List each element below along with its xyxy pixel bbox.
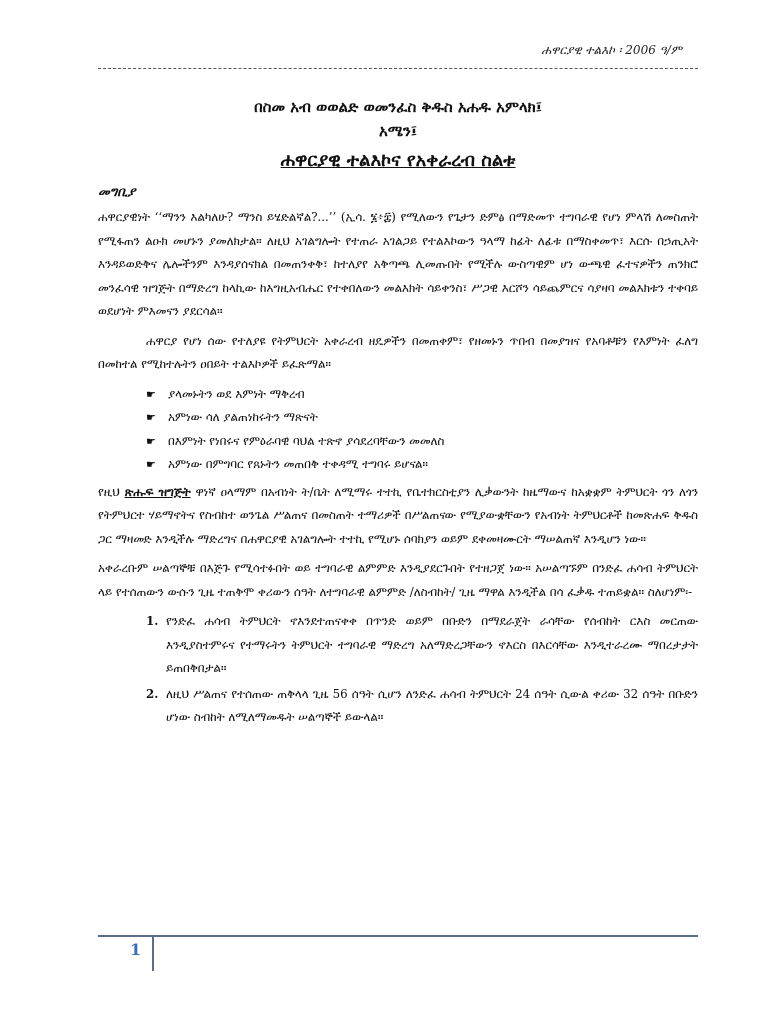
pointing-hand-icon: ☛ bbox=[146, 411, 156, 424]
running-header: ሐዋርያዊ ተልእኮ ፡ 2006 ዓ/ም bbox=[541, 43, 682, 57]
list-item bbox=[146, 430, 698, 454]
pointing-hand-icon: ☛ bbox=[146, 387, 156, 401]
item-number: 2. bbox=[146, 686, 159, 701]
item-number: 1. bbox=[146, 614, 159, 628]
paragraph-3-emphasis: ጽሑፍ ዝግጅት bbox=[124, 484, 191, 499]
list-item bbox=[146, 383, 698, 407]
list-item bbox=[146, 453, 698, 477]
intro-heading: መግቢያ bbox=[98, 185, 136, 200]
numbered-list bbox=[98, 610, 698, 730]
list-item-text: ያላመኑትን ወደ እምነት ማቅረብ bbox=[168, 386, 305, 401]
document-body bbox=[98, 96, 698, 732]
paragraph-3-prefix: የዚህ bbox=[98, 484, 120, 499]
numbered-item bbox=[146, 683, 698, 730]
item-text: የንድፈ ሐሳብ ትምህርት ኖእንደተጠናቀቀ በጥንድ ወይም በቡድን በማደራጀት ራሳቸው የሰብከት ርእስ መርጠው እንዲያስተምሩና የተማሩትን ትምህርት ተግባራዊ ማድረግ አለማድረጋቸውን ኖእርስ በእርሳቸው እንዲተራረሙ ማበረታታት ይጠበቅበታል። bbox=[166, 614, 698, 675]
list-item-text: በእምነት የነበሩና የምዕራባዊ ባህል ተጽኖ ያሳደረባቸውን መመለስ bbox=[168, 433, 445, 448]
paragraph-1: ሐዋርያዊነት ‘‘ማንን እልካለሁ? ማንስ ይሄድልኛል?...’’ (ኢሳ. ፮፥፰) የሚለውን የጌታን ድምፅ በማድመጥ ተግባራዊ የሆነ ምላሽ ለመስጠት የሚፋጠን ልዑክ መሆኑን ያመለክታል። ለዚህ አገልግሎት የተጠራ አገልጋይ የተልእኮውን ዓላማ ከፊት ለፊቱ በማስቀመጥ፣ እርሱ በኃጢአት እንዳይወድቅና ሌሎችንም እንዳያሰናክል በመጠንቀቅ፣ ከተለያየ አቅጣጫ ሊመጡበት የሚችሉ ውስጣዊም ሆነ ውጫዊ ፈተናዎችን ጠንክሮ መንፈሳዊ ዝግጅት በማድረግ ከላኪው ከእግዚአብሔር የተቀበለውን መልእክት ሳይቀንስ፣ ሥጋዊ እርሾን ሳይጨምርና ሳያዛባ መልእክቱን ተቀባይ ወደሆነት ምእመናን ያደርሳል። bbox=[98, 210, 698, 318]
paragraph-2: ሐዋርያ የሆነ ሰው የተለያዩ የትምህርት አቀራረብ ዘዴዎችን በመጠቀም፣ የዘመኑን ጥበብ በመያዝና የአባቶቹን የእምነት ፈለግ በመከተል የሚከተሉትን ዐበይት ተልእኮዎች ይፈጽማል። bbox=[98, 333, 698, 371]
list-item bbox=[146, 406, 698, 430]
header-divider bbox=[98, 68, 698, 69]
list-item-text: አምነው በምግባር የጸኑትን መጠበቅ ተቀዳሚ ተግባሩ ይሆናል። bbox=[168, 457, 428, 471]
page-number: 1 bbox=[130, 940, 142, 959]
mission-list bbox=[98, 383, 698, 477]
document-title: ሐዋርያዊ ተልእኮና የአቀራረብ ስልቱ bbox=[280, 150, 516, 171]
numbered-item bbox=[146, 610, 698, 681]
paragraph-4: አቀራረቡም ሠልጣኞቹ በእጅጉ የሚሳተፉበት ወይ ተግባራዊ ልምምድ እንዲያደርጉበት የተዘጋጀ ነው። አሠልጣኙም በንድፈ ሐሳብ ትምህርት ላይ የተሰጠውን ውሱን ጊዜ ተጠቅሞ ቀሪውን ሰዓት ለተግባራዊ ልምምድ /ለስብከት/ ጊዜ ማዋል እንዲችል በሳ ፈቃዱ ተጠይቋል። ስለሆነም፡- bbox=[98, 561, 698, 599]
paragraph-3-rest: ዋነኛ ዐላማም በአብነት ት/ቤት ለሚማሩ ተተኪ የቤተክርስቲያን ሊቃውንት ከዜማውና ከአቋቋም ትምህርት ጎን ለጎን የትምህርተ ሃይማኖትና የስብከተ ወንጌል ሥልጠና በመስጠት ተማሪዎች በሥልጠናው የሚያውቋቸውን የአብነት ትምህርቶች ከመጽሐፍ ቅዱስ ጋር ማዛመድ እንዲችሉ ማድረግና በሐዋርያዊ አገልግሎት ተተኪ የሚሆኑ ሰባክያን ወይም ደቀመዛሙርት ማሠልጠኛ እንዲሆን ነው። bbox=[98, 484, 699, 546]
amen-line: አሜን፤ bbox=[378, 122, 417, 140]
item-text: ለዚህ ሥልጠና የተሰጠው ጠቅላላ ጊዜ 56 ሰዓት ሲሆን ለንድፈ ሐሳብ ትምህርት 24 ሰዓት ሲውል ቀሪው 32 ሰዓት በቡድን ሆነው ስብከት ለሚለማመዱት ሠልጣኞች ይውላል። bbox=[166, 686, 698, 724]
footer-vertical-bar bbox=[152, 937, 154, 971]
list-item-text: አምነው ሳለ ያልጠነከሩትን ማጽናት bbox=[168, 410, 318, 424]
footer-divider bbox=[98, 935, 698, 937]
invocation-line: በስመ አብ ወወልድ ወመንፈስ ቅዱስ አሐዱ አምላክ፤ bbox=[254, 98, 542, 116]
pointing-hand-icon: ☛ bbox=[146, 434, 156, 448]
pointing-hand-icon: ☛ bbox=[146, 458, 156, 471]
paragraph-3 bbox=[98, 481, 698, 552]
